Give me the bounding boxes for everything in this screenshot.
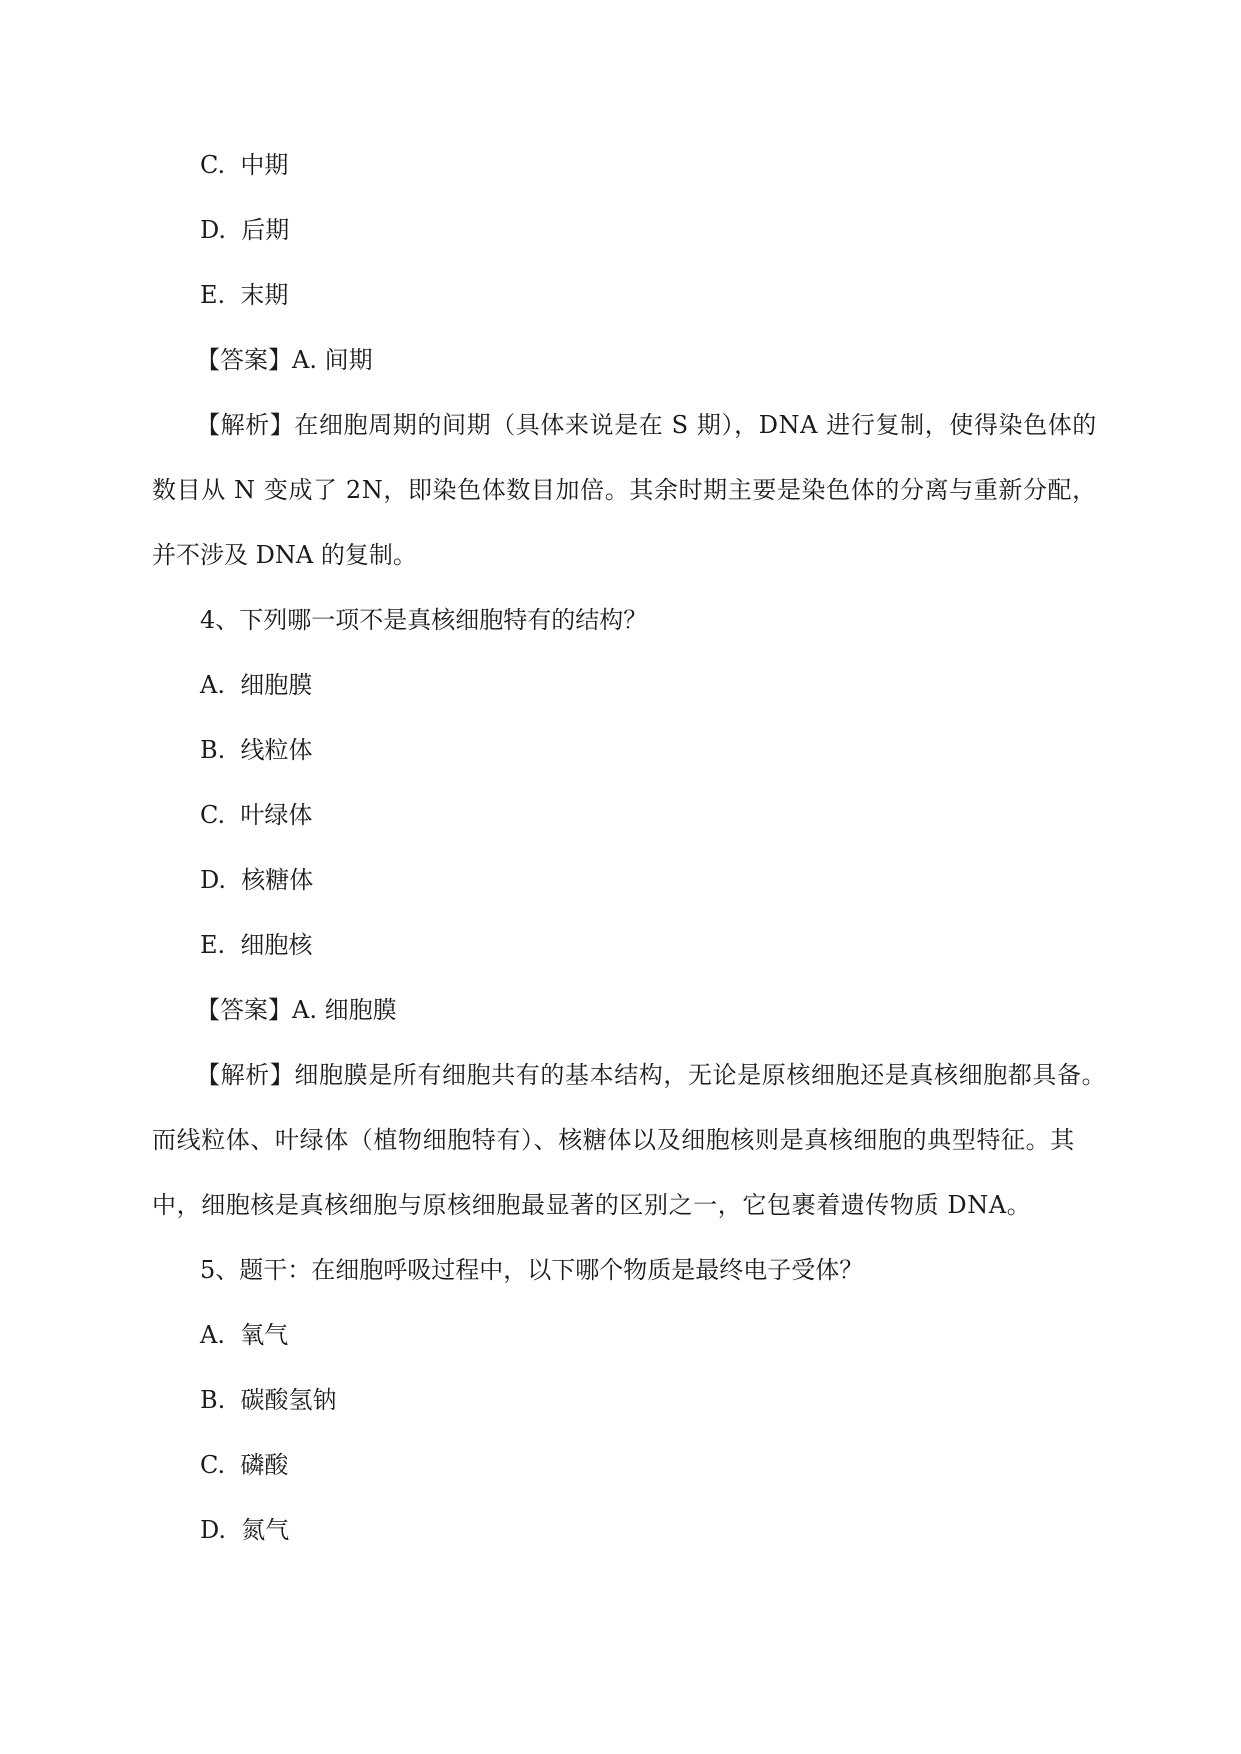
option-d [200,863,313,897]
option-text: 中期 [240,151,289,179]
option-text: 碳酸氢钠 [240,1386,337,1414]
option-text: 细胞核 [240,931,313,959]
analysis-line: 而线粒体、叶绿体（植物细胞特有）、核糖体以及细胞核则是真核细胞的典型特征。其 [152,1126,1075,1154]
option-text: 线粒体 [240,736,313,764]
option-letter: D. [200,1516,227,1544]
analysis-line: 并不涉及 DNA 的复制。 [152,541,417,569]
analysis-line: 【解析】细胞膜是所有细胞共有的基本结构，无论是原核细胞还是真核细胞都具备。 [196,1061,1107,1089]
analysis-line: 数目从 N 变成了 2N，即染色体数目加倍。其余时期主要是染色体的分离与重新分配， [152,476,1097,504]
option-letter: E. [200,281,226,309]
option-d [200,213,289,247]
answer-line: 【答案】A. 间期 [196,346,373,374]
option-letter: D. [200,216,227,244]
option-text: 细胞膜 [240,671,313,699]
question-stem: 5、题干：在细胞呼吸过程中，以下哪个物质是最终电子受体？ [200,1256,864,1284]
option-letter: D. [200,866,227,894]
option-e [200,928,312,962]
option-c [200,148,288,182]
option-text: 核糖体 [241,866,314,894]
option-c [200,798,312,832]
option-a [200,668,312,702]
question-stem: 4、下列哪一项不是真核细胞特有的结构？ [200,606,648,634]
option-text: 末期 [240,281,289,309]
option-d [200,1513,289,1547]
option-letter: E. [200,931,226,959]
option-b [200,733,313,767]
option-text: 后期 [241,216,290,244]
option-a [200,1318,288,1352]
option-letter: A. [200,671,225,699]
analysis-line: 【解析】在细胞周期的间期（具体来说是在 S 期），DNA 进行复制，使得染色体的 [196,411,1097,439]
option-letter: B. [200,1386,226,1414]
option-letter: B. [200,736,226,764]
option-letter: A. [200,1321,225,1349]
option-text: 叶绿体 [240,801,313,829]
analysis-line: 中，细胞核是真核细胞与原核细胞最显著的区别之一，它包裹着遗传物质 DNA。 [152,1191,1032,1219]
option-letter: C. [200,151,226,179]
option-text: 氮气 [241,1516,290,1544]
option-c [200,1448,288,1482]
option-e [200,278,288,312]
option-b [200,1383,337,1417]
option-text: 氧气 [240,1321,289,1349]
option-text: 磷酸 [240,1451,289,1479]
option-letter: C. [200,801,226,829]
option-letter: C. [200,1451,226,1479]
answer-line: 【答案】A. 细胞膜 [196,996,397,1024]
